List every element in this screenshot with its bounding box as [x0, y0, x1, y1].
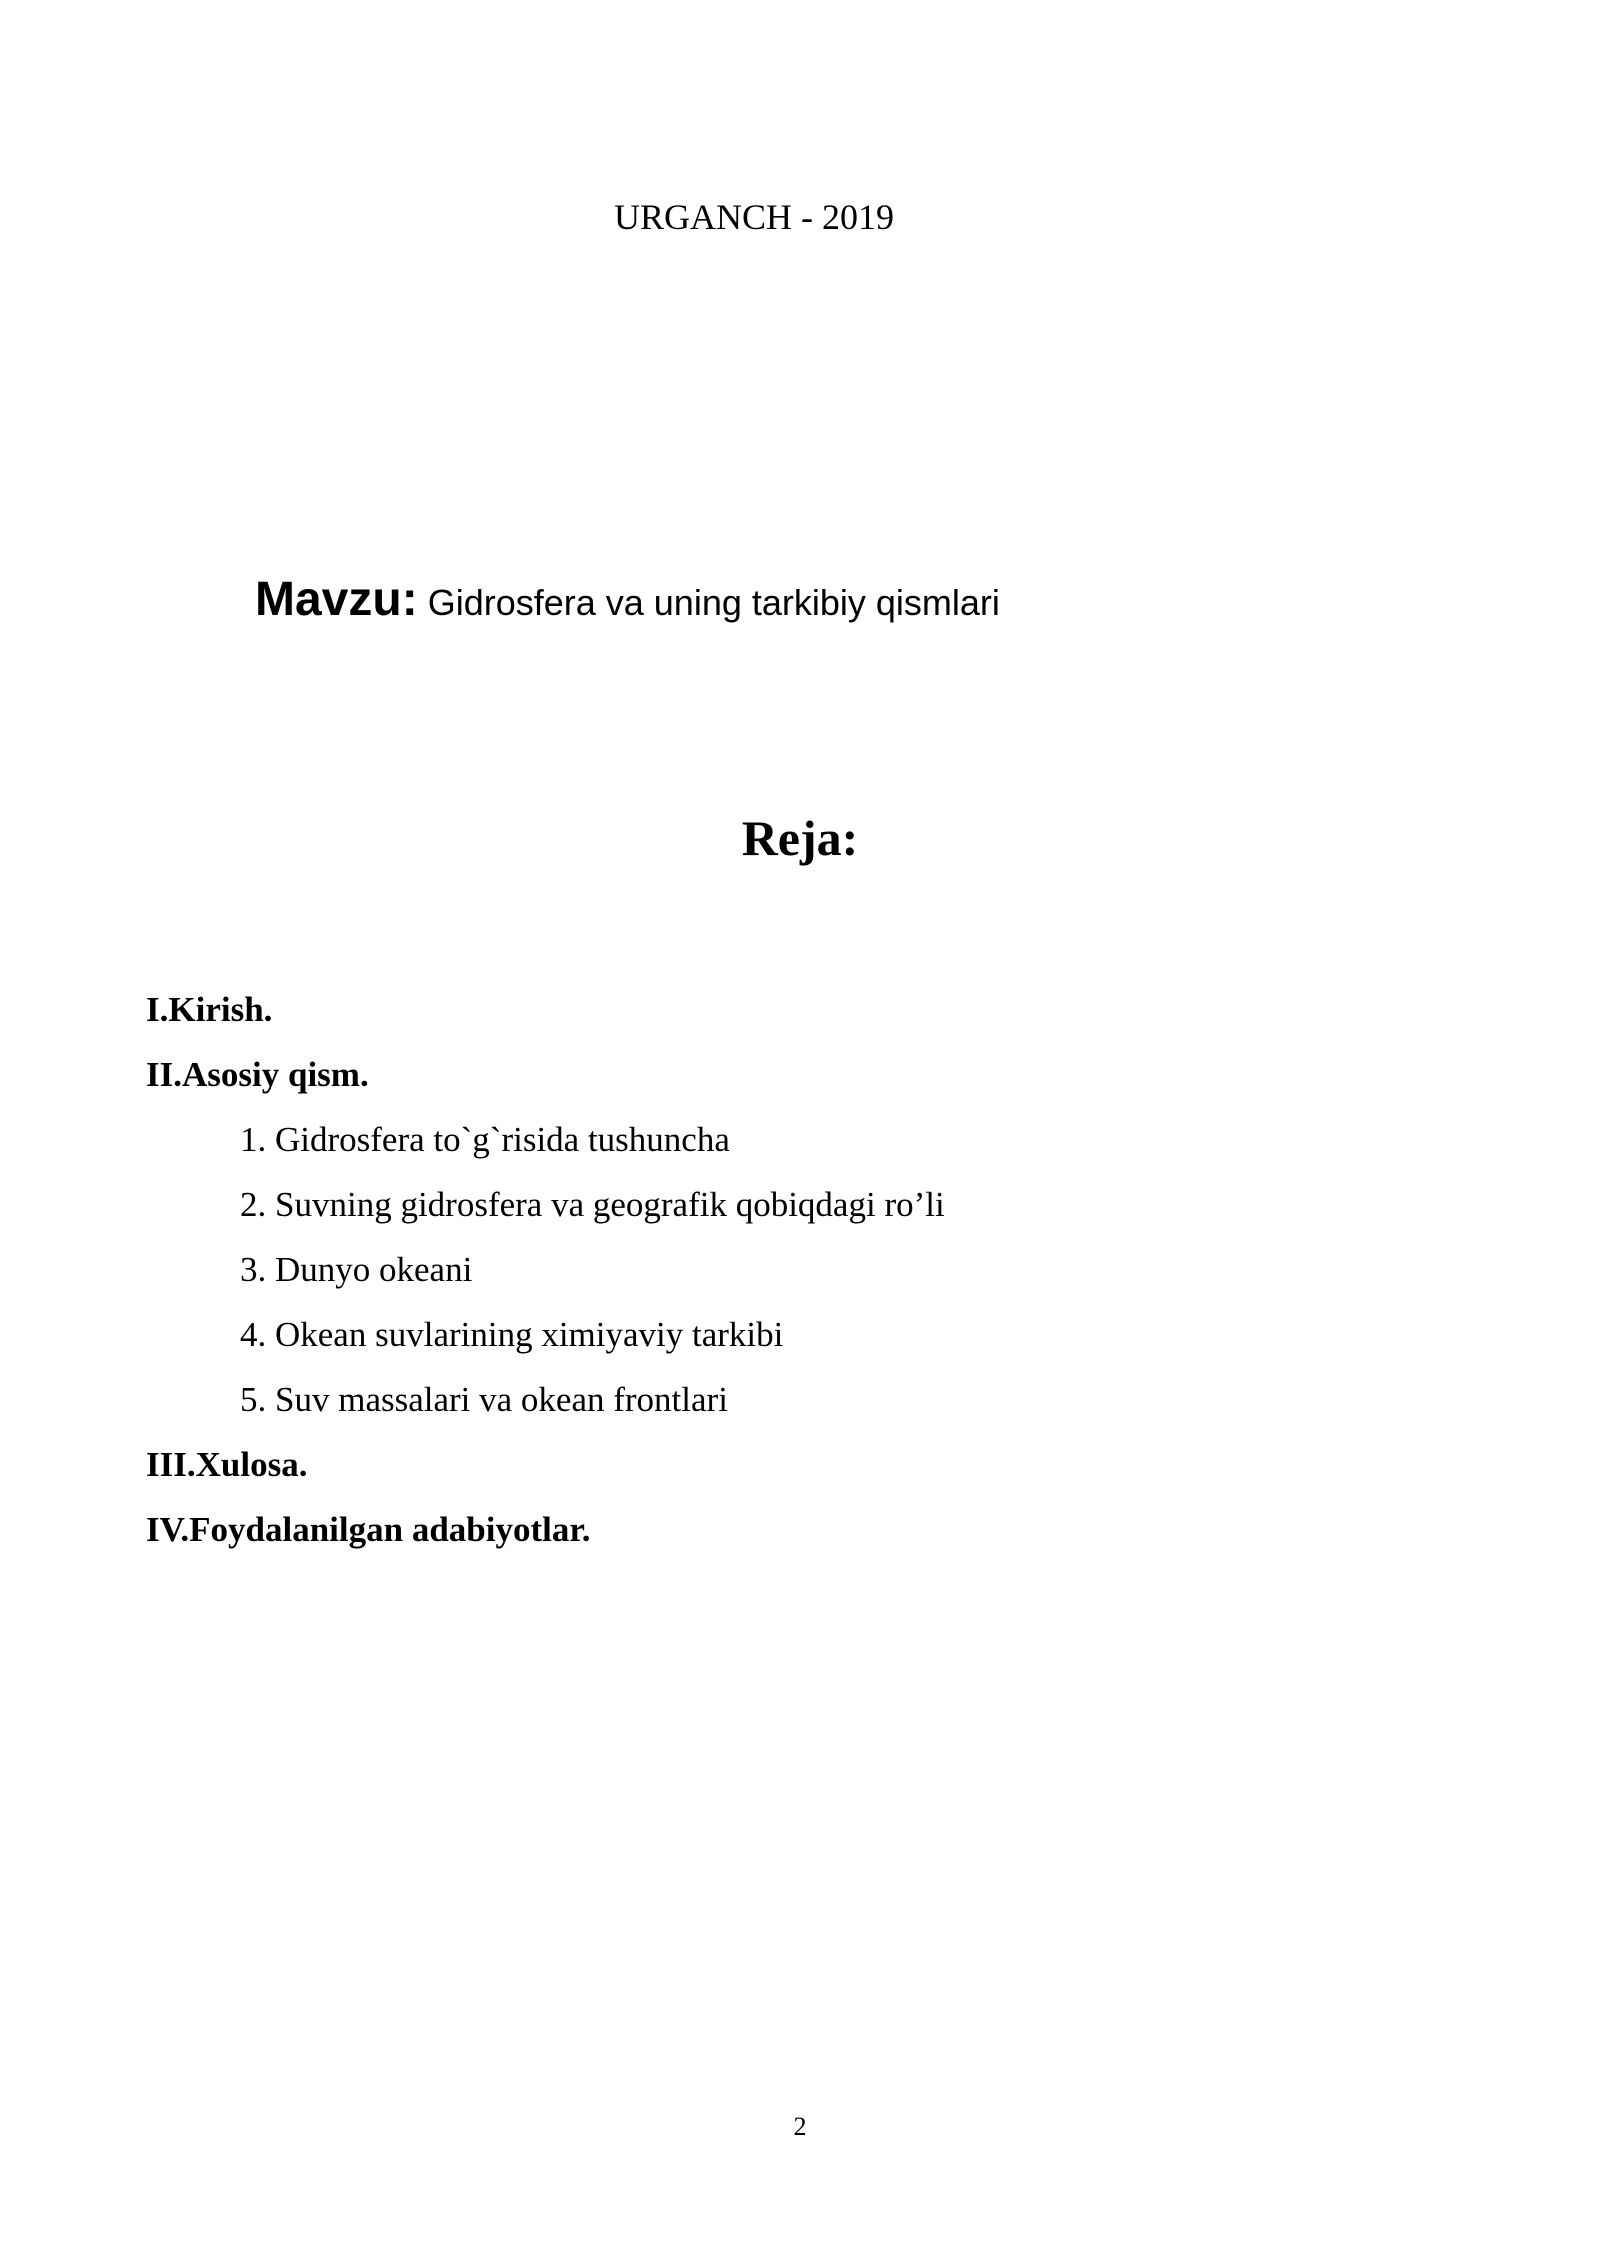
plan-section-main-part: II.Asosiy qism. [146, 1055, 369, 1094]
topic-line [255, 570, 1000, 641]
plan-heading: Reja: [741, 810, 859, 866]
plan-subitem: 1. Gidrosfera to`g`risida tushuncha [240, 1120, 730, 1159]
plan-section-introduction: I.Kirish. [146, 990, 273, 1029]
plan-subitem: 3. Dunyo okeani [240, 1250, 473, 1289]
plan-list [146, 977, 1446, 1562]
plan-subitem: 4. Okean suvlarining ximiyaviy tarkibi [240, 1315, 784, 1354]
city-year-heading: URGANCH - 2019 [613, 197, 894, 237]
page-number: 2 [793, 2112, 807, 2141]
plan-section-conclusion: III.Xulosa. [146, 1445, 308, 1484]
plan-subitem: 2. Suvning gidrosfera va geografik qobiqdagi ro’li [240, 1185, 945, 1224]
plan-section-references: IV.Foydalanilgan adabiyotlar. [146, 1510, 591, 1549]
topic-label: Mavzu: [255, 573, 418, 626]
topic-title: Gidrosfera va uning tarkibiy qismlari [427, 582, 1000, 623]
plan-subitem: 5. Suv massalari va okean frontlari [240, 1380, 728, 1419]
